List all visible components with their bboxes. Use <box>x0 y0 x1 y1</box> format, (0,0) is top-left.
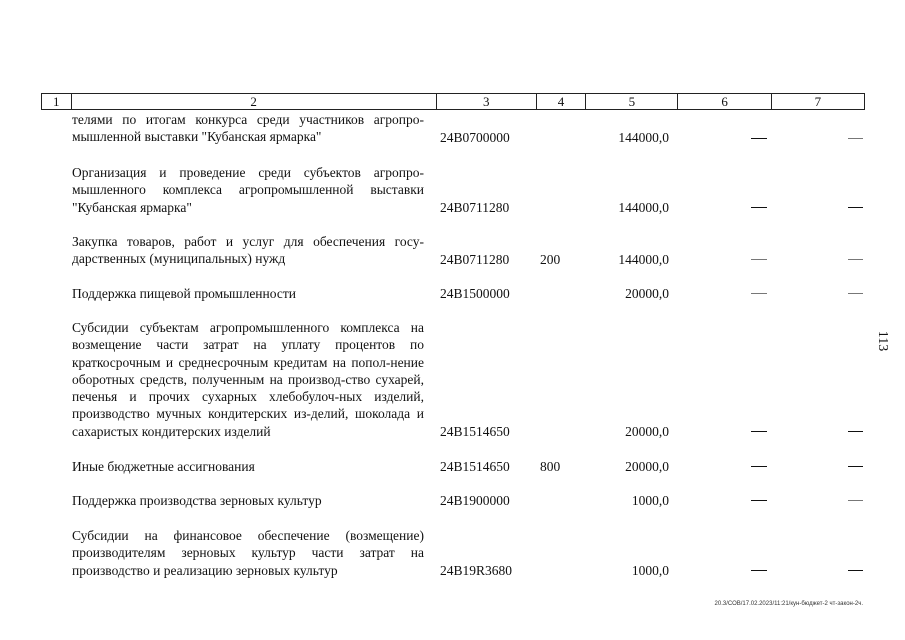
dash-col7 <box>848 138 863 139</box>
row-code: 24В1514650 <box>440 424 510 439</box>
row-description: Субсидии на финансовое обеспечение (возмещение) производителям зерновых культур части затрат на производство и реализацию зерновых культур <box>72 528 424 578</box>
row-description: Поддержка пищевой промышленности <box>72 286 296 301</box>
row-amount: 20000,0 <box>625 459 669 474</box>
dash-col7 <box>848 570 863 571</box>
row-amount: 144000,0 <box>618 130 669 145</box>
dash-col6 <box>751 570 767 571</box>
row-code: 24В1514650 <box>440 459 510 474</box>
page-number: 113 <box>875 330 890 352</box>
table-header <box>41 93 865 110</box>
row-code: 24В1900000 <box>440 493 510 508</box>
row-description: телями по итогам конкурса среди участников агропро-мышленной выставки "Кубанская ярмарка" <box>72 112 424 145</box>
dash-col7 <box>848 500 863 501</box>
dash-col6 <box>751 207 767 208</box>
row-code: 24В19R3680 <box>440 563 513 578</box>
header-col-3: 3 <box>437 94 537 109</box>
dash-col7 <box>848 293 863 294</box>
row-amount: 20000,0 <box>625 424 669 439</box>
row-code: 24В0700000 <box>440 130 510 145</box>
header-col-2: 2 <box>72 94 437 109</box>
row-amount: 1000,0 <box>631 563 669 578</box>
row-amount: 20000,0 <box>625 286 669 301</box>
header-col-5: 5 <box>586 94 678 109</box>
row-expense-type: 800 <box>540 459 561 474</box>
header-col-7: 7 <box>814 94 822 109</box>
header-col-1: 1 <box>42 94 72 109</box>
row-code: 24В0711280 <box>440 200 510 215</box>
row-expense-type: 200 <box>540 252 561 267</box>
row-description: Поддержка производства зерновых культур <box>72 493 322 508</box>
dash-col7 <box>848 466 863 467</box>
row-amount: 144000,0 <box>618 200 669 215</box>
row-description: Закупка товаров, работ и услуг для обеспечения госу-дарственных (муниципальных) нужд <box>72 234 424 267</box>
dash-col6 <box>751 138 767 139</box>
dash-col6 <box>751 500 767 501</box>
dash-col7 <box>848 207 863 208</box>
row-amount: 1000,0 <box>631 493 669 508</box>
row-amount: 144000,0 <box>618 252 669 267</box>
row-code: 24В1500000 <box>440 286 510 301</box>
header-col-6: 6 <box>678 94 771 109</box>
dash-col6 <box>751 259 767 260</box>
dash-col6 <box>751 466 767 467</box>
dash-col7 <box>848 431 863 432</box>
row-description: Иные бюджетные ассигнования <box>72 459 255 474</box>
document-footer: 20.3/СОВ/17.02.2023/11:21/кун-бюджет-2 чт-закон-2ч. <box>714 601 863 607</box>
row-description: Субсидии субъектам агропромышленного комплекса на возмещение части затрат на уплату процентов по краткосрочным и среднесрочным кредитам на попол-нение оборотных средств, полученным на производ-ство сухарей, печенья и прочих сухарных хлебобулоч-ных изделий, производство мучных кондитерских из-делий, шоколада и сахаристых кондитерских изделий <box>72 320 424 439</box>
header-col-4: 4 <box>537 94 587 109</box>
dash-col6 <box>751 293 767 294</box>
row-description: Организация и проведение среди субъектов агропро-мышленного комплекса агропромышленной выставки "Кубанская ярмарка" <box>72 165 424 215</box>
dash-col7 <box>848 259 863 260</box>
dash-col6 <box>751 431 767 432</box>
row-code: 24В0711280 <box>440 252 510 267</box>
